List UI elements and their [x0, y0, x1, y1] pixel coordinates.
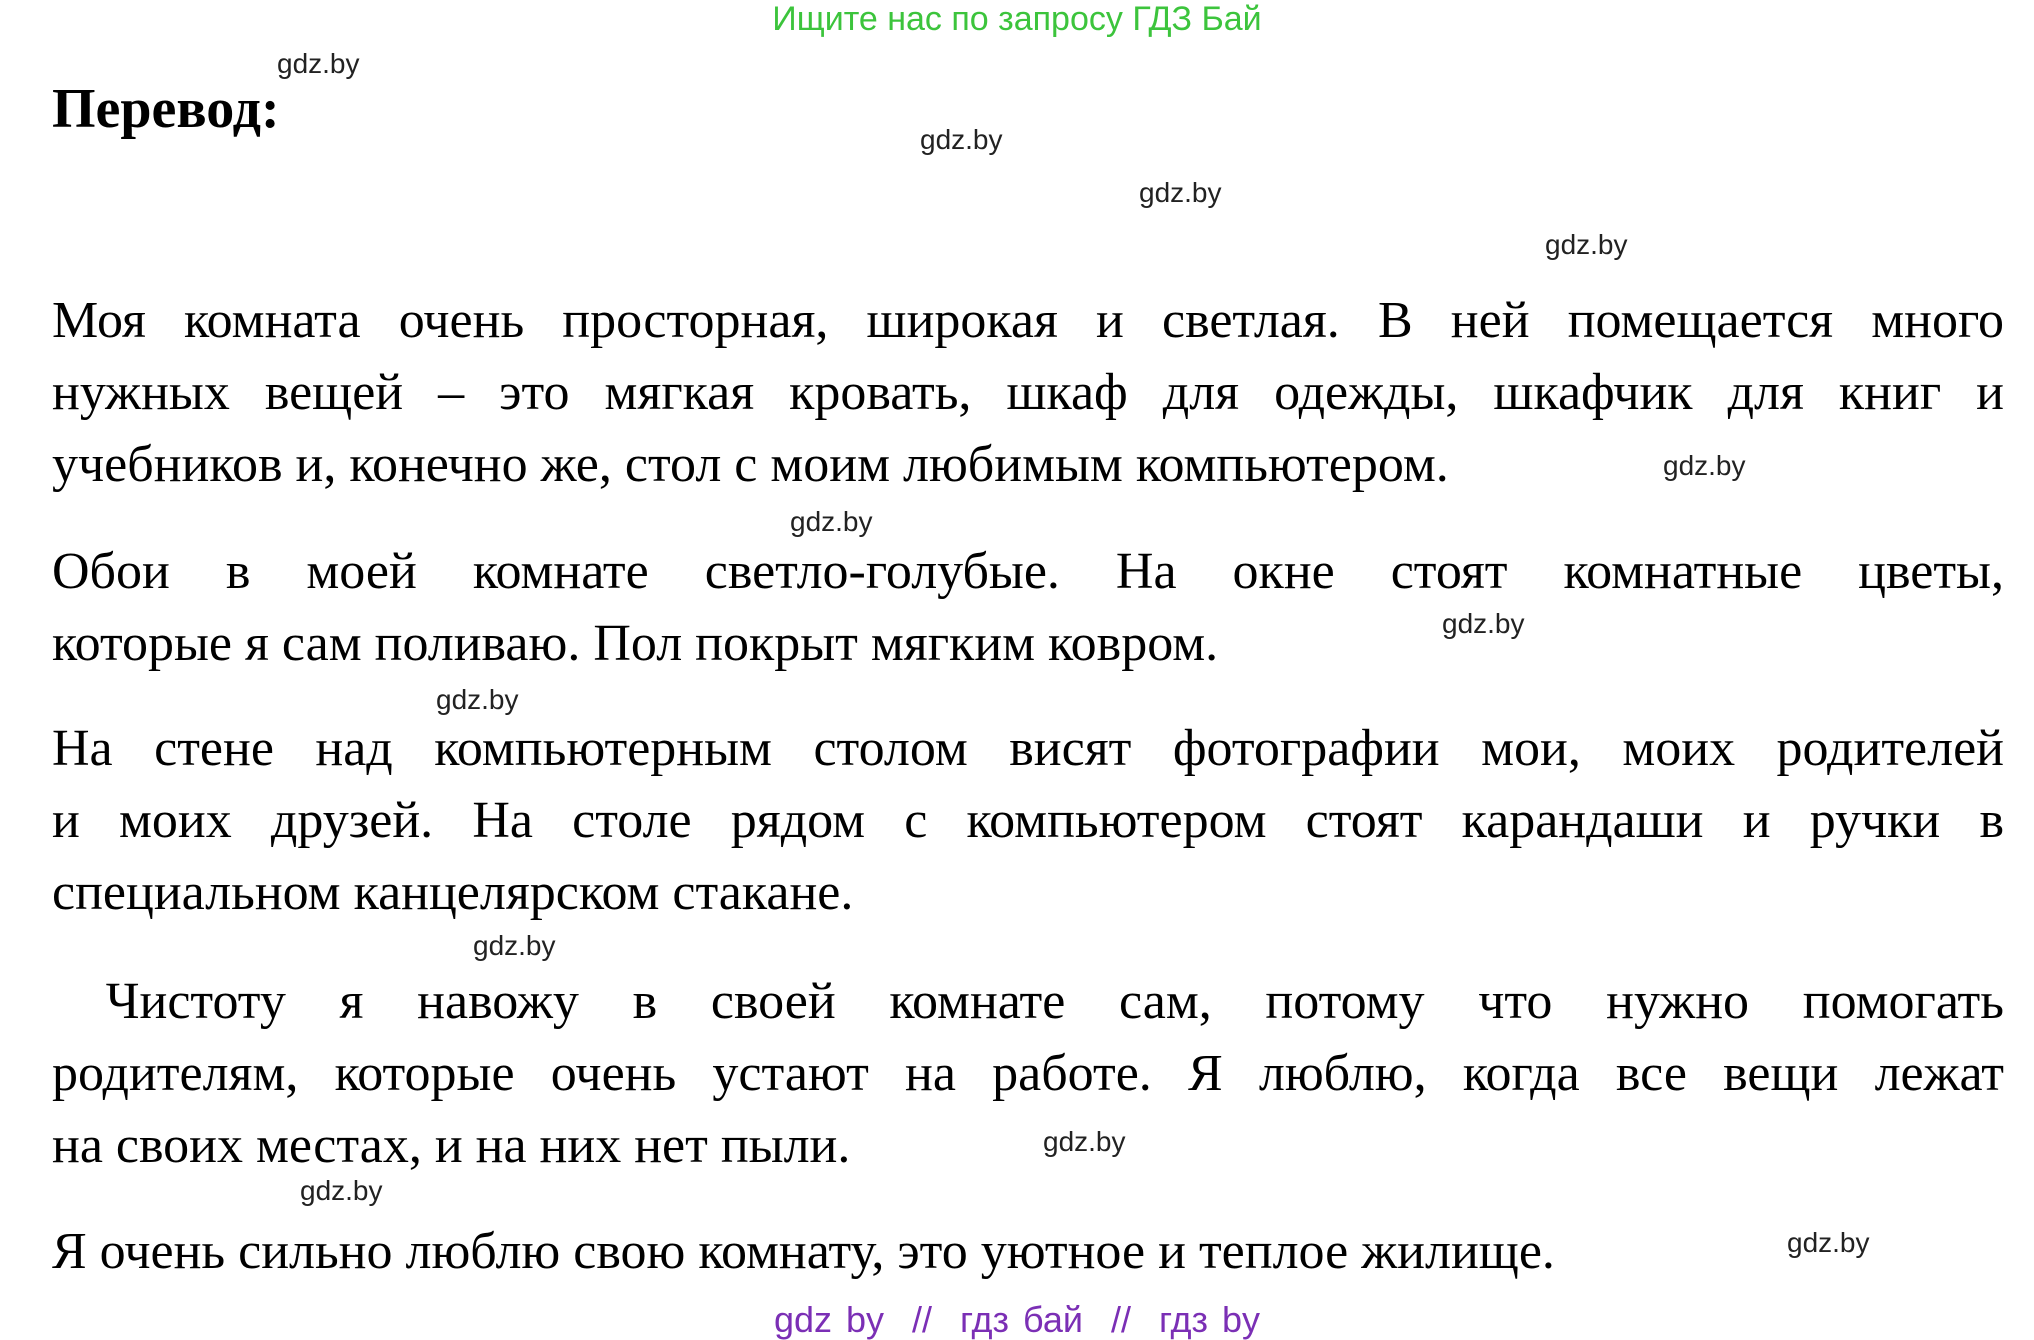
paragraph-line: нужных вещей – это мягкая кровать, шкаф для одежды, шкафчик для книг и — [52, 364, 2004, 421]
watermark: gdz.by — [1139, 177, 1222, 208]
paragraph-line: Моя комната очень просторная, широкая и светлая. В ней помещается много — [52, 292, 2004, 349]
watermark: gdz.by — [1663, 450, 1746, 481]
paragraph-line: специальном канцелярском стакане. — [52, 864, 854, 921]
watermark: gdz.by — [920, 124, 1003, 155]
paragraph-line: на своих местах, и на них нет пыли. — [52, 1117, 851, 1174]
paragraph-line: родителям, которые очень устают на работе. Я люблю, когда все вещи лежат — [52, 1045, 2004, 1102]
paragraph-line: На стене над компьютерным столом висят фотографии мои, моих родителей — [52, 720, 2004, 777]
watermark: gdz.by — [1442, 608, 1525, 639]
paragraph-2 — [52, 536, 2004, 680]
paragraph-4 — [52, 966, 2004, 1182]
watermark: gdz.by — [300, 1175, 383, 1206]
watermark: gdz.by — [1043, 1126, 1126, 1157]
paragraph-3 — [52, 713, 2004, 929]
paragraph-line: которые я сам поливаю. Пол покрыт мягким ковром. — [52, 615, 1219, 672]
paragraph-line: и моих друзей. На столе рядом с компьютером стоят карандаши и ручки в — [52, 792, 2004, 849]
watermark: gdz.by — [1787, 1227, 1870, 1258]
paragraph-line: Чистоту я навожу в своей комнате сам, потому что нужно помогать — [52, 973, 2005, 1030]
watermark: gdz.by — [790, 506, 873, 537]
footer-watermark: gdz by // гдз бай // гдз by — [773, 1299, 1261, 1340]
watermark: gdz.by — [277, 48, 360, 79]
paragraph-line: учебников и, конечно же, стол с моим любимым компьютером. — [52, 436, 1449, 493]
top-banner: Ищите нас по запросу ГДЗ Бай — [772, 0, 1262, 38]
page-title: Перевод: — [52, 78, 280, 140]
paragraph-line: Обои в моей комнате светло-голубые. На окне стоят комнатные цветы, — [52, 543, 2004, 600]
watermark: gdz.by — [1545, 229, 1628, 260]
paragraph-line: Я очень сильно люблю свою комнату, это уютное и теплое жилище. — [52, 1223, 1555, 1280]
watermark: gdz.by — [436, 684, 519, 715]
watermark: gdz.by — [473, 930, 556, 961]
paragraph-5 — [52, 1216, 2004, 1288]
